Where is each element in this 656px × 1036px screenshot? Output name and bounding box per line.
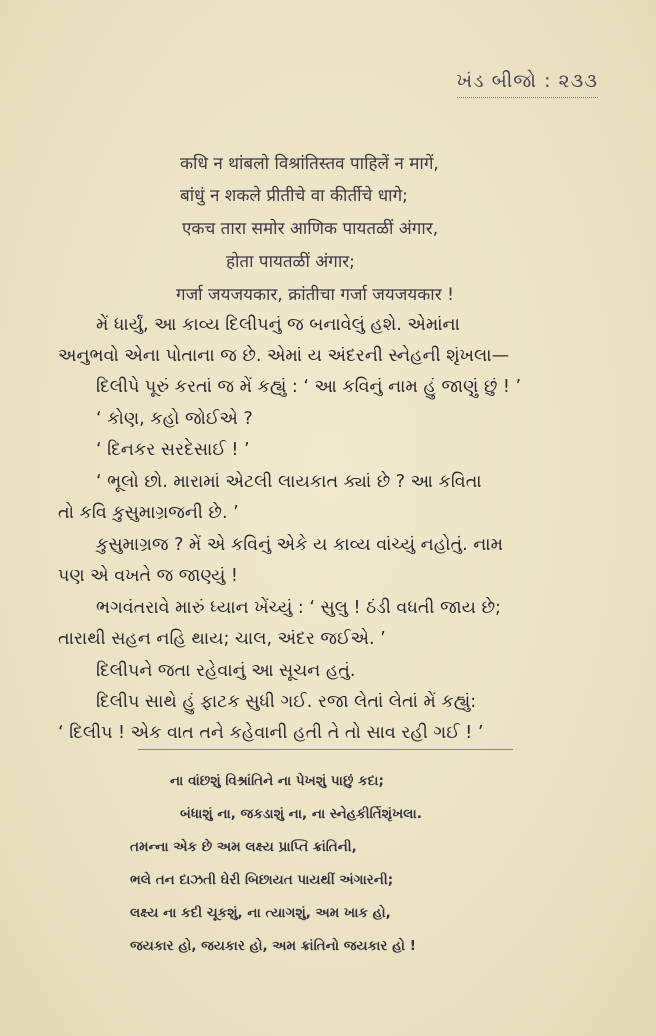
prose-line: ‘ કોણ, કહો જોઈએ ? — [96, 409, 253, 429]
prose-line: તો કવિ કુસુમાગ્રજની છે. ’ — [58, 503, 239, 523]
prose-line: તારાથી સહન નહિ થાય; ચાલ, અંદર જઈએ. ’ — [58, 629, 386, 649]
gujarati-poem-line: જયકાર હો, જયકાર હો, અમ ક્રાંતિનો જયકાર હો ! — [130, 938, 416, 954]
prose-line: પણ એ વખતે જ જાણ્યું ! — [58, 566, 238, 586]
marathi-poem-line: होता पायतळीं अंगार; — [226, 252, 355, 272]
prose-line: અનુભવો એના પોતાના જ છે. એમાં ય અંદરની સ્નેહની શૃંખલા— — [58, 346, 510, 366]
gujarati-poem-line: ભલે તન દાઝતી ઘેરી બિછાયત પાયથીં અંગારની; — [130, 872, 394, 888]
prose-line: કુસુમાગ્રજ ? મેં એ કવિનું એકે ય કાવ્ય વાંચ્યું નહોતું. નામ — [96, 535, 503, 555]
prose-line: ભગવંતરાવે મારું ધ્યાન ખેંચ્યું : ‘ સુલુ ! ઠંડી વધતી જાય છે; — [96, 598, 501, 618]
page-number: ૨૩૩ — [558, 70, 598, 92]
prose-line: દિલીપને જતા રહેવાનું આ સૂચન હતું. — [96, 661, 356, 681]
part-label: ખંડ બીજો — [456, 70, 538, 92]
gujarati-poem-line: ના વાંછશું વિશ્રાંતિને ના પેખશું પાછું કદા; — [170, 773, 384, 789]
gujarati-poem-line: બંધાશું ના, જકડાશું ના, ના સ્નેહકીર્તિશૃંખલા. — [180, 806, 422, 822]
prose-line: દિલીપ સાથે હું ફાટક સુધી ગઈ. રજા લેતાં લેતાં મેં કહ્યું: — [96, 692, 477, 712]
prose-line: ‘ દિનકર સરદેસાઈ ! ’ — [96, 440, 250, 460]
gujarati-poem-line: તમન્ના એક છે અમ લક્ષ્ય પ્રાપ્તિ ક્રાંતિની, — [130, 839, 357, 855]
gujarati-poem-line: લક્ષ્ય ના કદી ચૂકશું, ના ત્યાગશું, અમ ખાક હો, — [130, 905, 391, 921]
prose-line: ‘ દિલીપ ! એક વાત તને કહેવાની હતી તે તો સાવ રહી ગઈ ! ’ — [58, 723, 484, 743]
section-divider — [138, 749, 513, 750]
prose-line: મેં ધાર્યું, આ કાવ્ય દિલીપનું જ બનાવેલું હશે. એમાંના — [96, 315, 460, 335]
marathi-poem-line: कधि न थांबलो विश्रांतिस्तव पाहिलें न मागें, — [180, 154, 439, 174]
prose-line: ‘ ભૂલો છો. મારામાં એટલી લાયકાત ક્યાં છે ? આ કવિતા — [96, 472, 482, 492]
prose-line: દિલીપે પૂરું કરતાં જ મેં કહ્યું : ‘ આ કવિનું નામ હું જાણું છું ! ’ — [96, 377, 522, 397]
marathi-poem-line: गर्जा जयजयकार, क्रांतीचा गर्जा जयजयकार ! — [176, 285, 454, 305]
marathi-poem-line: बांधुं न शकले प्रीतीचे वा कीर्तीचे धागे; — [180, 186, 408, 206]
header-separator: : — [544, 70, 552, 92]
header-rule — [457, 94, 598, 98]
marathi-poem-line: एकच तारा समोर आणिक पायतळीं अंगार, — [182, 219, 439, 239]
page-header — [457, 70, 598, 98]
